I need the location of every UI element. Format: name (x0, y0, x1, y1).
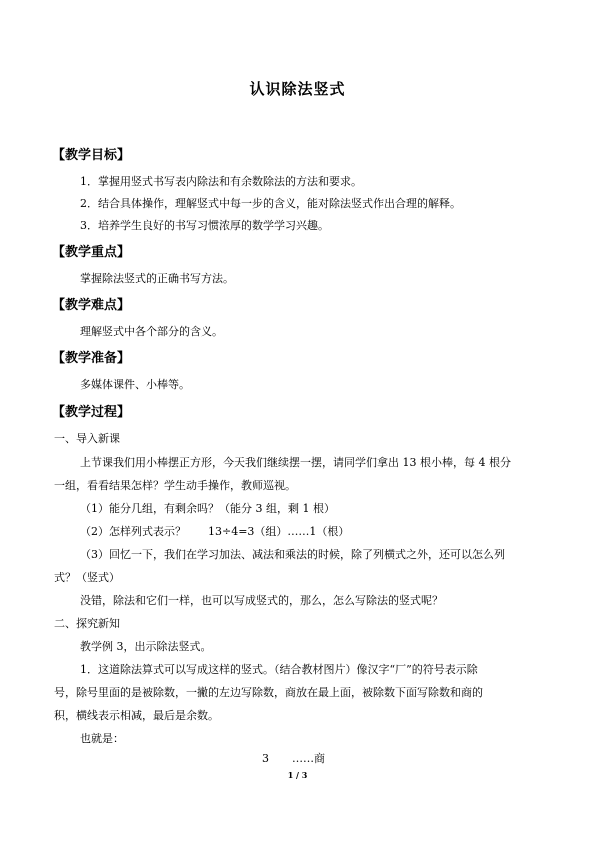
process-line: （2）怎样列式表示？ 13÷4=3（组）……1（根） (80, 525, 350, 538)
preparation-text: 多媒体课件、小棒等。 (80, 378, 190, 391)
preparation-heading: 【教学准备】 (52, 351, 131, 366)
goal-item-3: 3．培养学生良好的书写习惯浓厚的数学学习兴趣。 (80, 219, 329, 232)
process-line: 一组，看看结果怎样？学生动手操作，教师巡视。 (54, 479, 296, 492)
goals-heading: 【教学目标】 (52, 148, 131, 163)
process-line: 式？（竖式） (54, 571, 120, 584)
goal-item-1: 1．掌握用竖式书写表内除法和有余数除法的方法和要求。 (80, 175, 362, 188)
key-points-heading: 【教学重点】 (52, 245, 131, 260)
key-points-text: 掌握除法竖式的正确书写方法。 (80, 272, 234, 285)
quotient-label: ……商 (292, 752, 325, 765)
quotient-digit: 3 (262, 752, 269, 765)
process-line: （3）回忆一下，我们在学习加法、减法和乘法的时候，除了列横式之外，还可以怎么列 (80, 548, 505, 561)
process-line: 教学例 3，出示除法竖式。 (80, 640, 212, 653)
process-line: 一、导入新课 (54, 432, 120, 445)
process-line: 也就是： (80, 732, 124, 745)
process-line: 二、探究新知 (54, 617, 120, 630)
process-line: 1．这道除法算式可以写成这样的竖式。（结合教材图片）像汉字“厂”的符号表示除 (80, 663, 478, 676)
difficulties-text: 理解竖式中各个部分的含义。 (80, 325, 223, 338)
goal-item-2: 2．结合具体操作，理解竖式中每一步的含义，能对除法竖式作出合理的解释。 (80, 197, 461, 210)
difficulties-heading: 【教学难点】 (52, 298, 131, 313)
process-heading: 【教学过程】 (52, 405, 131, 420)
page-title: 认识除法竖式 (249, 80, 346, 98)
process-line: 号，除号里面的是被除数，一撇的左边写除数，商放在最上面，被除数下面写除数和商的 (54, 686, 483, 699)
process-line: 没错，除法和它们一样，也可以写成竖式的，那么，怎么写除法的竖式呢？ (80, 594, 443, 607)
process-line: 上节课我们用小棒摆正方形，今天我们继续摆一摆，请同学们拿出 13 根小棒，每 4 根分 (80, 456, 511, 469)
page-number: 1 / 3 (287, 770, 308, 780)
process-line: （1）能分几组，有剩余吗？（能分 3 组，剩 1 根） (80, 502, 335, 515)
process-line: 积，横线表示相减，最后是余数。 (54, 709, 219, 722)
